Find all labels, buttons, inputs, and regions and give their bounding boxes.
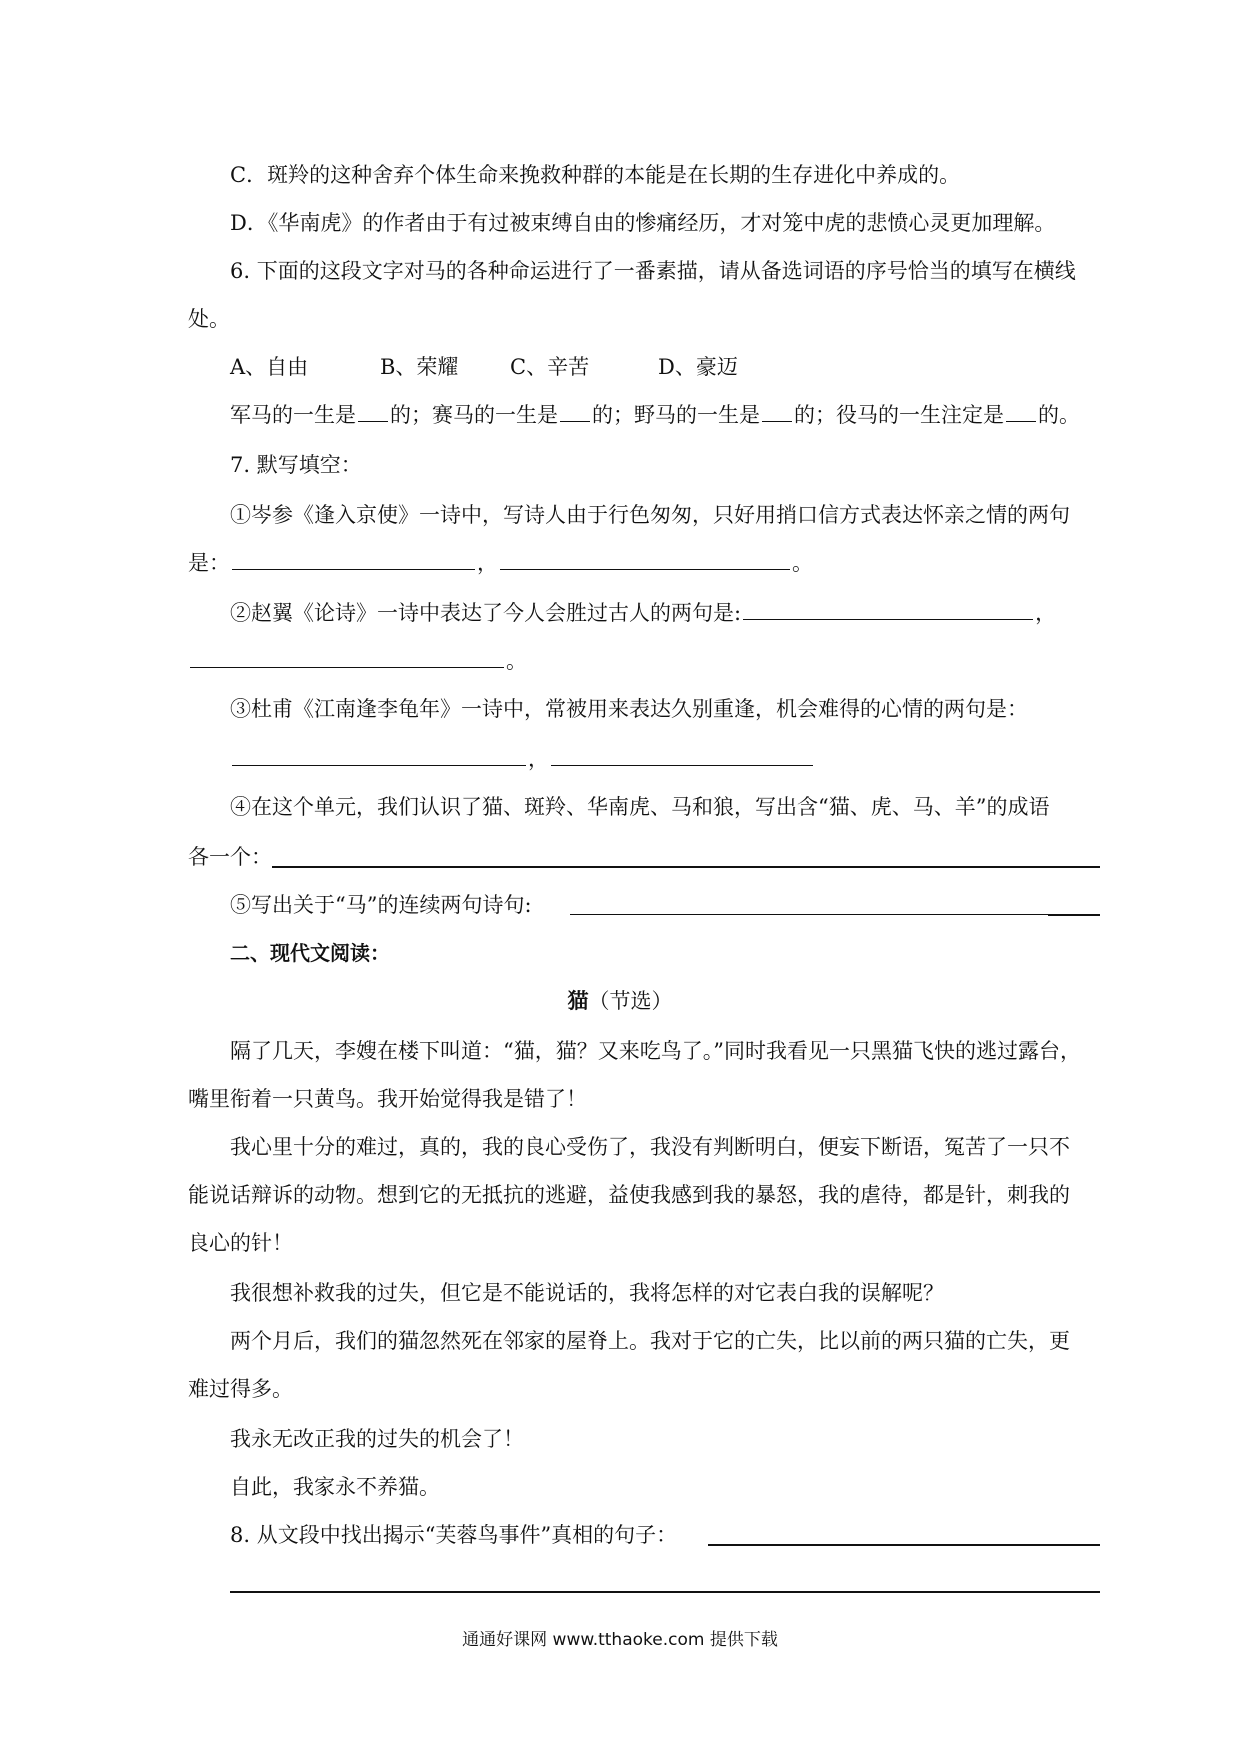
q7-item2-blank-1[interactable]	[743, 599, 1033, 620]
q6-blank-1[interactable]	[358, 401, 388, 422]
q7-item2-text: ②赵翼《论诗》一诗中表达了今人会胜过古人的两句是:	[230, 601, 742, 625]
comma: ，	[477, 551, 498, 575]
q6-fill-text: 的；役马的一生注定是	[794, 403, 1004, 427]
comma: ，	[1035, 601, 1057, 625]
q7-item2-answer-line	[188, 646, 527, 676]
passage-p4: 两个月后，我们的猫忽然死在邻家的屋脊上。我对于它的亡失，比以前的两只猫的亡失，更	[230, 1329, 1070, 1353]
q5-option-c: C．斑羚的这种舍弃个体生命来挽救种群的本能是在长期的生存进化中养成的。	[230, 163, 961, 187]
q7-item3: ③杜甫《江南逢李龟年》一诗中，常被用来表达久别重逢，机会难得的心情的两句是：	[230, 697, 1028, 721]
q7-item1-answer-line	[188, 548, 813, 578]
choice-d: D、豪迈	[658, 355, 738, 379]
q6-fill-text: 的；野马的一生是	[592, 403, 760, 427]
comma: ，	[528, 747, 549, 771]
q7-item3-blank-2[interactable]	[551, 745, 813, 766]
passage-p4-cont: 难过得多。	[188, 1377, 293, 1401]
q7-item1-blank-2[interactable]	[500, 549, 790, 570]
q7-item1-blank-1[interactable]	[232, 549, 475, 570]
passage-p5: 我永无改正我的过失的机会了！	[230, 1427, 524, 1451]
passage-title	[0, 986, 1240, 1016]
q6-choices	[230, 352, 738, 382]
period: 。	[792, 551, 813, 575]
passage-p1: 隔了几天，李嫂在楼下叫道：“猫，猫？又来吃鸟了。”同时我看见一只黑猫飞快的逃过露台，	[230, 1039, 1081, 1063]
q7-item3-blank-1[interactable]	[232, 745, 526, 766]
q7-item5-answer-rule[interactable]	[570, 914, 1050, 915]
q7-item4: ④在这个单元，我们认识了猫、斑羚、华南虎、马和狼，写出含“猫、虎、马、羊”的成语	[230, 795, 1050, 819]
q7-item3-answer-line	[230, 744, 815, 774]
passage-title-main: 猫	[567, 989, 589, 1013]
q7-item5: ⑤写出关于“马”的连续两句诗句:	[230, 893, 532, 917]
section2-heading: 二、现代文阅读：	[230, 941, 390, 965]
page-footer: 通通好课网 www.tthaoke.com 提供下载	[462, 1630, 778, 1650]
choice-a: A、自由	[230, 355, 309, 379]
q5-option-d: D．《华南虎》的作者由于有过被束缚自由的惨痛经历，才对笼中虎的悲愤心灵更加理解。	[230, 211, 1056, 235]
q6-prompt: 6. 下面的这段文字对马的各种命运进行了一番素描，请从备选词语的序号恰当的填写在横线	[230, 259, 1076, 283]
choice-b: B、荣耀	[380, 355, 459, 379]
q7-item5-answer-rule-end[interactable]	[1048, 914, 1100, 916]
q6-blank-2[interactable]	[560, 401, 590, 422]
passage-p3: 我很想补救我的过失，但它是不能说话的，我将怎样的对它表白我的误解呢？	[230, 1281, 944, 1305]
q6-prompt-cont: 处。	[188, 307, 230, 331]
q7-title: 7. 默写填空：	[230, 453, 362, 477]
q6-blank-4[interactable]	[1006, 401, 1036, 422]
q7-item4-answer-rule[interactable]	[272, 866, 1100, 868]
passage-p2-cont: 良心的针！	[188, 1231, 293, 1255]
choice-c: C、辛苦	[510, 355, 590, 379]
q6-fill-text: 军马的一生是	[230, 403, 356, 427]
q6-fill-sentence	[230, 400, 1080, 430]
passage-p1-cont: 嘴里衔着一只黄鸟。我开始觉得我是错了！	[188, 1087, 587, 1111]
q6-fill-text: 的；赛马的一生是	[390, 403, 558, 427]
passage-p6: 自此，我家永不养猫。	[230, 1475, 440, 1499]
q8-answer-rule-2[interactable]	[230, 1591, 1100, 1593]
q7-item4-prefix: 各一个：	[188, 845, 272, 869]
q7-item1: ①岑参《逢入京使》一诗中，写诗人由于行色匆匆，只好用捎口信方式表达怀亲之情的两句	[230, 503, 1070, 527]
passage-title-note: （节选）	[588, 989, 673, 1013]
passage-p2-cont: 能说话辩诉的动物。想到它的无抵抗的逃避，益使我感到我的暴怒，我的虐待，都是针，刺我的	[188, 1183, 1070, 1207]
q6-blank-3[interactable]	[762, 401, 792, 422]
period: 。	[506, 649, 527, 673]
q6-fill-text: 的。	[1038, 403, 1080, 427]
q8-prompt: 8. 从文段中找出揭示“芙蓉鸟事件”真相的句子：	[230, 1523, 678, 1547]
q7-item2-blank-2[interactable]	[190, 647, 504, 668]
q8-answer-rule-1[interactable]	[708, 1544, 1100, 1546]
q7-item1-prefix: 是：	[188, 551, 230, 575]
q7-item2	[230, 598, 1056, 628]
passage-p2: 我心里十分的难过，真的，我的良心受伤了，我没有判断明白，便妄下断语，冤苦了一只不	[230, 1135, 1070, 1159]
